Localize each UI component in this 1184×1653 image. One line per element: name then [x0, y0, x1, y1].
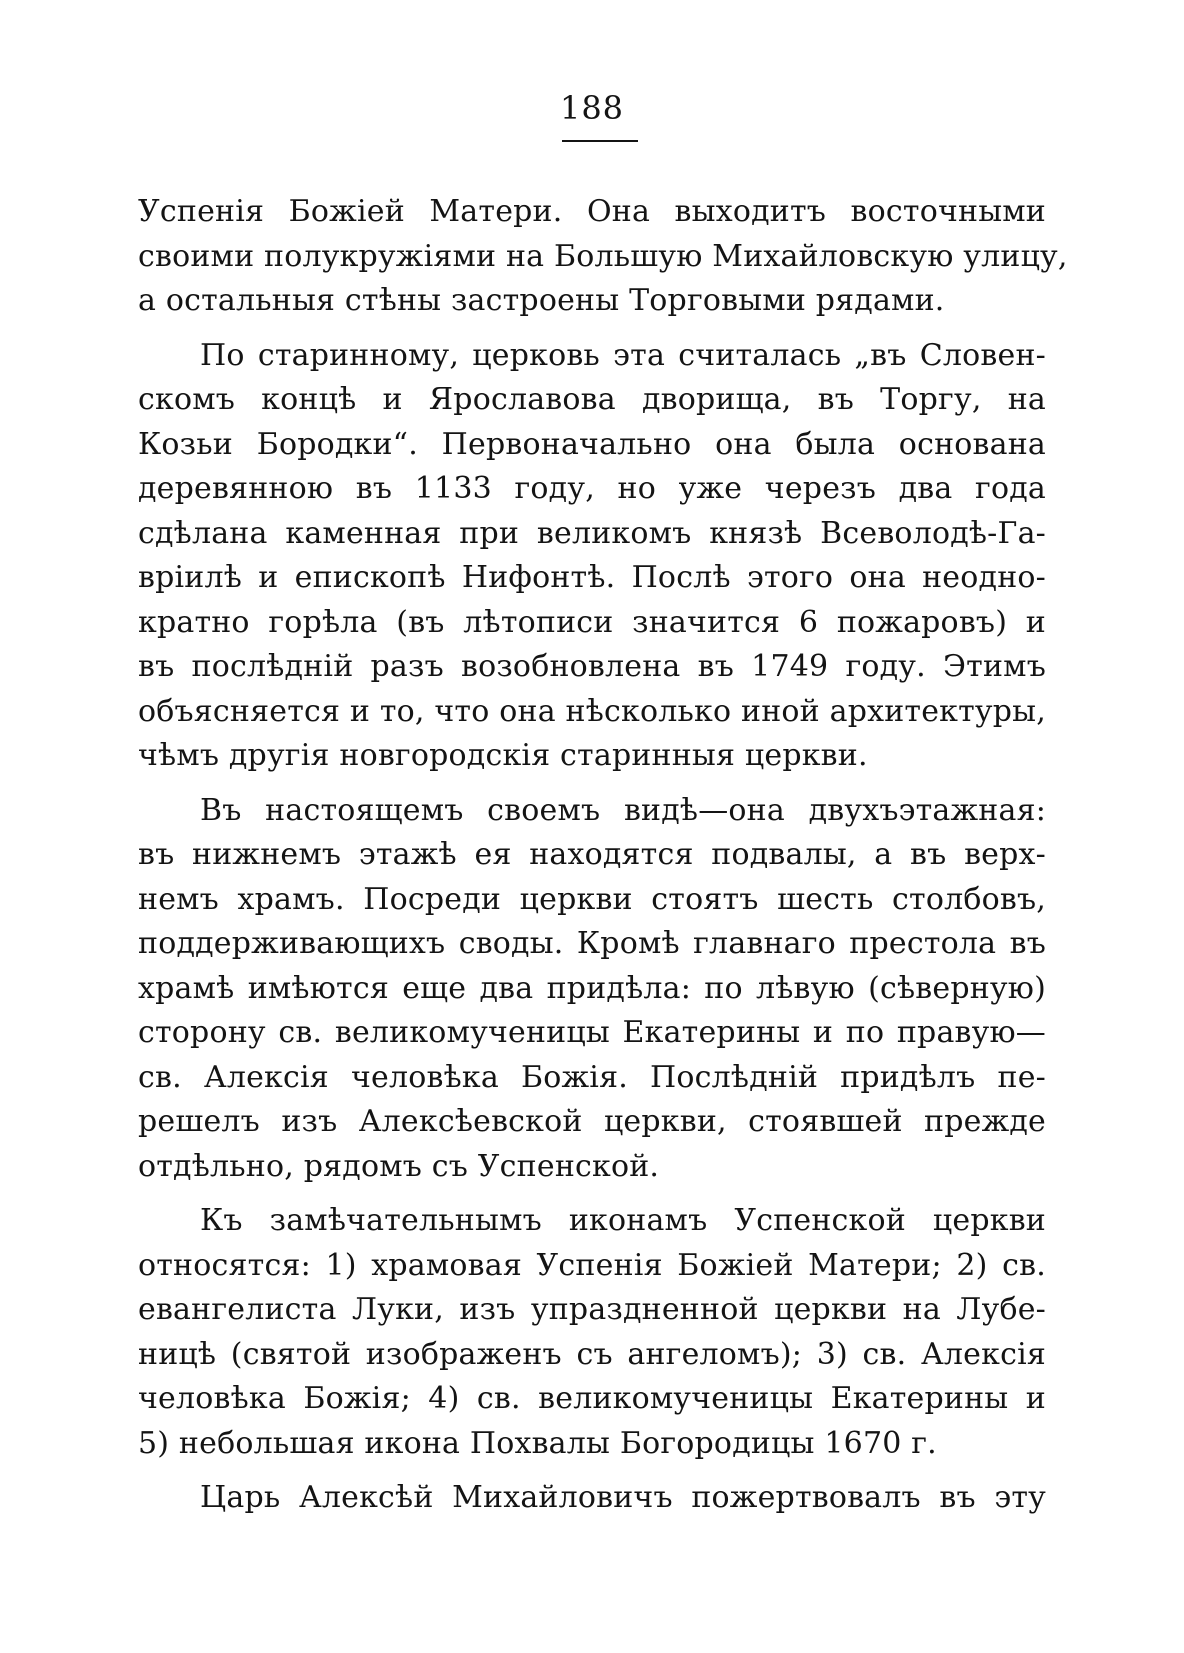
text-line: решелъ изъ Алексѣевской церкви, стоявшей прежде — [138, 1104, 1046, 1139]
text-line: сдѣлана каменная при великомъ князѣ Всеволодѣ-Га- — [138, 515, 1046, 551]
text-line: въ послѣдній разъ возобновлена въ 1749 году. Этимъ — [138, 649, 1046, 684]
paragraph — [138, 190, 1068, 324]
page-number: 188 — [559, 89, 625, 127]
text-line: относятся: 1) храмовая Успенія Божіей Матери; 2) св. — [138, 1247, 1046, 1283]
text-line: Къ замѣчательнымъ иконамъ Успенской церкви — [200, 1203, 1046, 1238]
paragraph — [138, 789, 1046, 1190]
text-line: вріилѣ и епископѣ Нифонтѣ. Послѣ этого она неодно- — [138, 560, 1046, 595]
page-number-underline — [562, 140, 638, 142]
text-line: поддерживающихъ своды. Кромѣ главнаго престола въ — [138, 926, 1046, 961]
text-line: Царь Алексѣй Михайловичъ пожертвовалъ въ эту — [200, 1480, 1046, 1515]
text-line: ницѣ (святой изображенъ съ ангеломъ); 3) св. Алексія — [138, 1336, 1046, 1372]
text-line: 5) небольшая икона Похвалы Богородицы 1670 г. — [138, 1425, 937, 1461]
text-line: немъ храмъ. Посреди церкви стоятъ шесть столбовъ, — [138, 881, 1046, 917]
text-line: своими полукружіями на Большую Михайловскую улицу, — [138, 238, 1068, 274]
text-line: Успенія Божіей Матери. Она выходитъ восточными — [138, 194, 1046, 229]
paragraph — [138, 334, 1046, 779]
text-line: скомъ концѣ и Ярославова дворища, въ Торгу, на — [138, 382, 1046, 417]
text-line: чѣмъ другія новгородскія старинныя церкви. — [138, 738, 868, 773]
text-line: храмѣ имѣются еще два придѣла: по лѣвую (сѣверную) — [138, 970, 1046, 1006]
text-line: отдѣльно, рядомъ съ Успенской. — [138, 1148, 660, 1184]
text-body — [138, 190, 1068, 1521]
text-line: кратно горѣла (въ лѣтописи значится 6 пожаровъ) и — [138, 604, 1046, 640]
text-line: въ нижнемъ этажѣ ея находятся подвалы, а въ верх- — [138, 837, 1046, 872]
text-line: человѣка Божія; 4) св. великомученицы Екатерины и — [138, 1381, 1046, 1416]
paragraph-gap — [138, 324, 1046, 334]
paragraph-gap — [138, 1189, 1046, 1199]
text-line: сторону св. великомученицы Екатерины и по правую— — [138, 1015, 1046, 1050]
text-line: По старинному, церковь эта считалась „въ Словен- — [200, 337, 1046, 373]
text-line: евангелиста Луки, изъ упраздненной церкви на Лубе- — [138, 1292, 1046, 1327]
paragraph — [138, 1199, 1046, 1466]
text-line: Въ настоящемъ своемъ видѣ—она двухъэтажная: — [200, 792, 1046, 828]
paragraph-gap — [138, 1466, 1046, 1476]
text-line: объясняется и то, что она нѣсколько иной архитектуры, — [138, 693, 1046, 729]
paragraph-gap — [138, 779, 1046, 789]
paragraph — [138, 1476, 1046, 1521]
text-line: св. Алексія человѣка Божія. Послѣдній придѣлъ пе- — [138, 1059, 1046, 1095]
text-line: деревянною въ 1133 году, но уже черезъ два года — [138, 471, 1046, 506]
text-line: а остальныя стѣны застроены Торговыми рядами. — [138, 283, 945, 318]
text-line: Козьи Бородки“. Первоначально она была основана — [138, 426, 1046, 462]
